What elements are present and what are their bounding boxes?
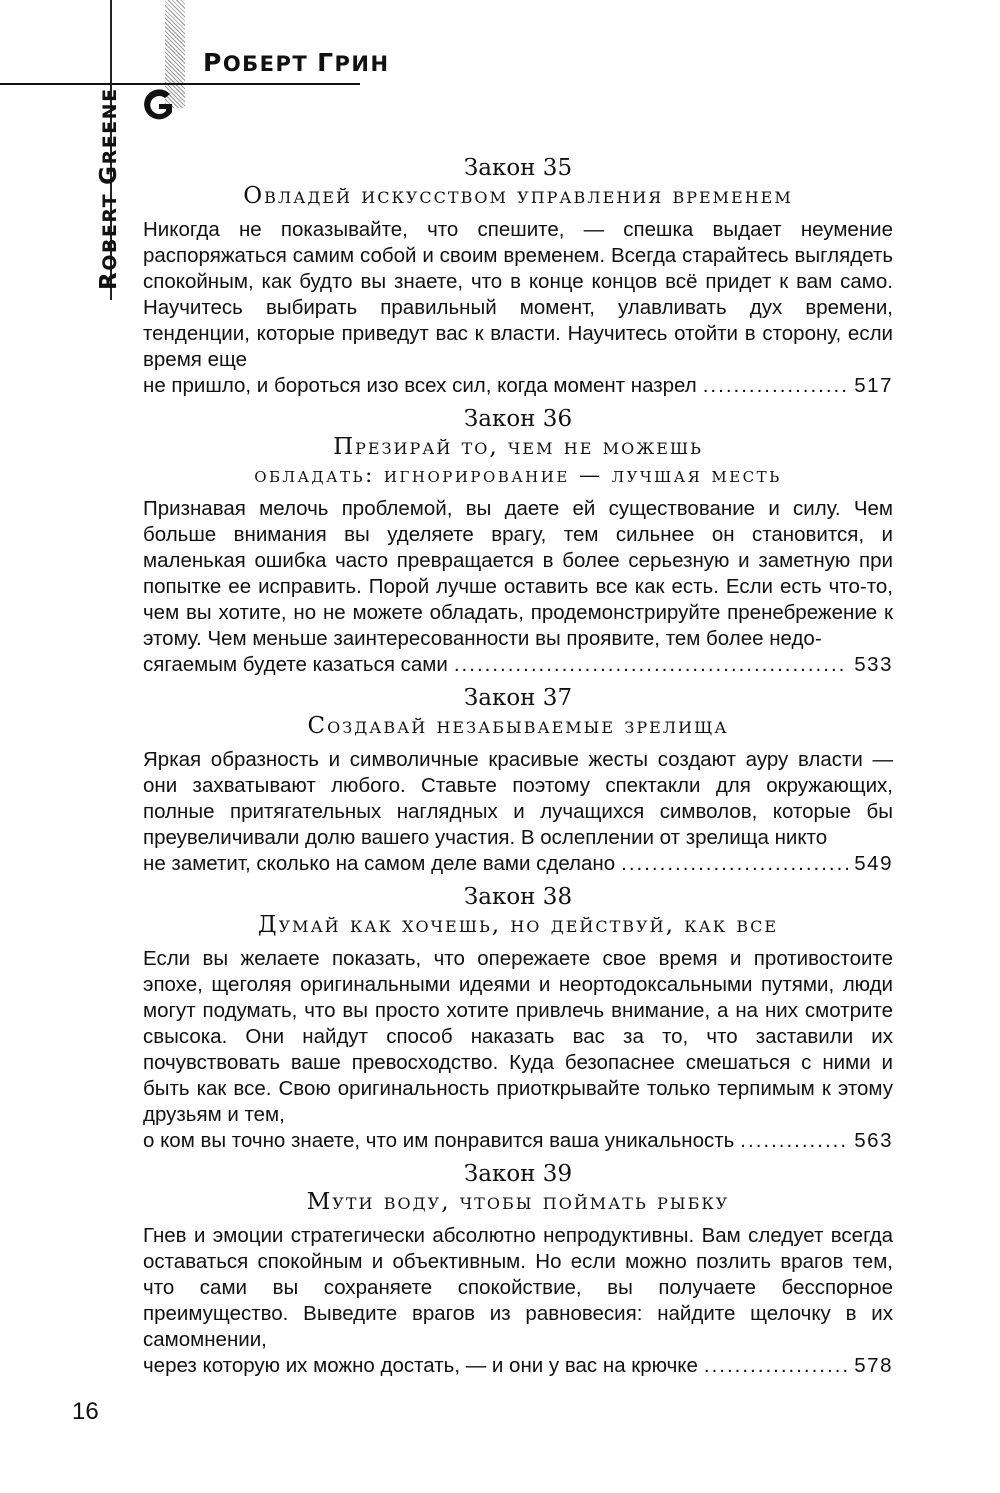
law-summary-last-line <box>143 1128 893 1154</box>
law-name <box>143 712 893 740</box>
leader-dots <box>703 373 849 399</box>
spine-author <box>96 87 122 290</box>
law-entry-38 <box>143 883 893 1154</box>
running-head-last-name: РИН <box>334 52 390 76</box>
law-summary <box>143 1223 893 1379</box>
law-summary-text: Никогда не показывайте, что спешите, — спешка выдает неумение распоряжаться самим собой и своим временем. Всегда старайтесь выглядеть спокойным, как будто вы знаете, что в конце концов всё придет к вам само. Научитесь выбирать правильный момент, улавливать дух времени, тенденции, которые приведут вас к власти. Научитесь отойти в сторону, если время еще <box>143 218 893 371</box>
law-summary-last-text: через которую их можно достать, — и они у вас на крючке <box>143 1354 698 1377</box>
spine-initial: R <box>96 270 122 290</box>
law-entry-35 <box>143 154 893 399</box>
law-summary-text: Если вы желаете показать, что опережаете свое время и противостоите эпохе, щеголяя оригинальными идеями и неортодоксальными путями, люди могут подумать, что вы просто хотите привлечь внимание, а на них смотрите свысока. Они найдут способ наказать вас за то, что заставили их почувствовать ваше превосходство. Куда безопаснее смешаться с ними и быть как все. Свою оригинальность приоткрывайте только терпимым к этому друзьям и тем, <box>143 947 893 1126</box>
law-entry-37 <box>143 684 893 877</box>
spine-last-name: REENE <box>99 87 121 165</box>
law-summary <box>143 946 893 1154</box>
g-logo-icon <box>140 86 178 122</box>
law-summary-last-text: сягаемым будете казаться сами <box>143 653 448 676</box>
law-title: Закон 35 <box>463 155 573 181</box>
page-reference: 563 <box>854 1129 893 1152</box>
leader-dots <box>704 1353 848 1379</box>
law-summary-last-text: о ком вы точно знаете, что им понравится ваша уникальность <box>143 1129 735 1152</box>
law-summary <box>143 496 893 678</box>
running-head-initial: Р <box>203 48 223 77</box>
spine-initial-2: G <box>96 164 122 185</box>
law-summary-text: Гнев и эмоции стратегически абсолютно непродуктивны. Вам следует всегда оставаться спокойным и объективным. Но если можно позлить врагов тем, что сами вы сохраняете спокойствие, вы получаете бесспорное преимущество. Выведите врагов из равновесия: найдите щелочку в их самомнении, <box>143 1224 893 1351</box>
law-summary-text: Признавая мелочь проблемой, вы даете ей существование и силу. Чем больше внимания вы уделяете врагу, тем сильнее он становится, и маленькая ошибка часто превращается в более серьезную и заметную при попытке ее исправить. Порой лучше оставить все как есть. Если есть что-то, чем вы хотите, но не можете обладать, продемонстрируйте пренебрежение к этому. Чем меньше заинтересованности вы проявите, тем более недо- <box>143 497 893 650</box>
page-reference: 549 <box>854 852 893 875</box>
leader-dots <box>740 1128 848 1154</box>
law-name <box>143 1188 893 1216</box>
law-title: Закон 39 <box>463 1161 573 1187</box>
law-summary-last-text: не заметит, сколько на самом деле вами сделано <box>143 852 616 875</box>
law-summary-last-line <box>143 652 893 678</box>
law-name-line: Презирай то, чем не можешь <box>333 434 703 460</box>
law-summary-last-line <box>143 851 893 877</box>
leader-dots <box>621 851 848 877</box>
law-summary <box>143 217 893 399</box>
page-reference: 517 <box>854 374 893 397</box>
law-summary-text: Яркая образность и символичные красивые жесты создают ауру власти — они захватывают любого. Ставьте поэтому спектакли для окружающих, полные притягательных наглядных и лучащихся символов, которые бы преувеличивали долю вашего участия. В ослеплении от зрелища никто <box>143 748 893 849</box>
law-summary-last-line <box>143 1353 893 1379</box>
running-head-first-name: ОБЕРТ <box>222 52 318 76</box>
law-name-line: Думай как хочешь, но действуй, как все <box>257 912 779 938</box>
law-name-line: Овладей искусством управления временем <box>243 183 793 209</box>
law-name <box>143 182 893 210</box>
law-entry-36 <box>143 405 893 678</box>
law-summary-last-line <box>143 373 893 399</box>
spine-first-name: OBERT <box>99 184 121 271</box>
law-name-line: обладать: игнорирование — лучшая месть <box>254 463 782 487</box>
running-head-initial-2: Г <box>317 48 335 77</box>
law-summary-last-text: не пришло, и бороться изо всех сил, когда момент назрел <box>143 374 697 397</box>
law-name <box>143 911 893 939</box>
law-title: Закон 38 <box>463 884 573 910</box>
running-head <box>203 48 390 77</box>
header-rule <box>0 83 360 85</box>
toc-content <box>143 148 893 1379</box>
leader-dots <box>454 652 848 678</box>
page-number: 16 <box>72 1398 99 1425</box>
law-entry-39 <box>143 1160 893 1379</box>
law-title: Закон 37 <box>463 685 573 711</box>
law-summary <box>143 747 893 877</box>
law-title: Закон 36 <box>463 406 573 432</box>
law-name <box>143 433 893 489</box>
law-name-line: Создавай незабываемые зрелища <box>307 713 729 739</box>
page-reference: 533 <box>854 653 893 676</box>
law-name-line: Мути воду, чтобы поймать рыбку <box>306 1189 730 1215</box>
page-reference: 578 <box>854 1354 893 1377</box>
